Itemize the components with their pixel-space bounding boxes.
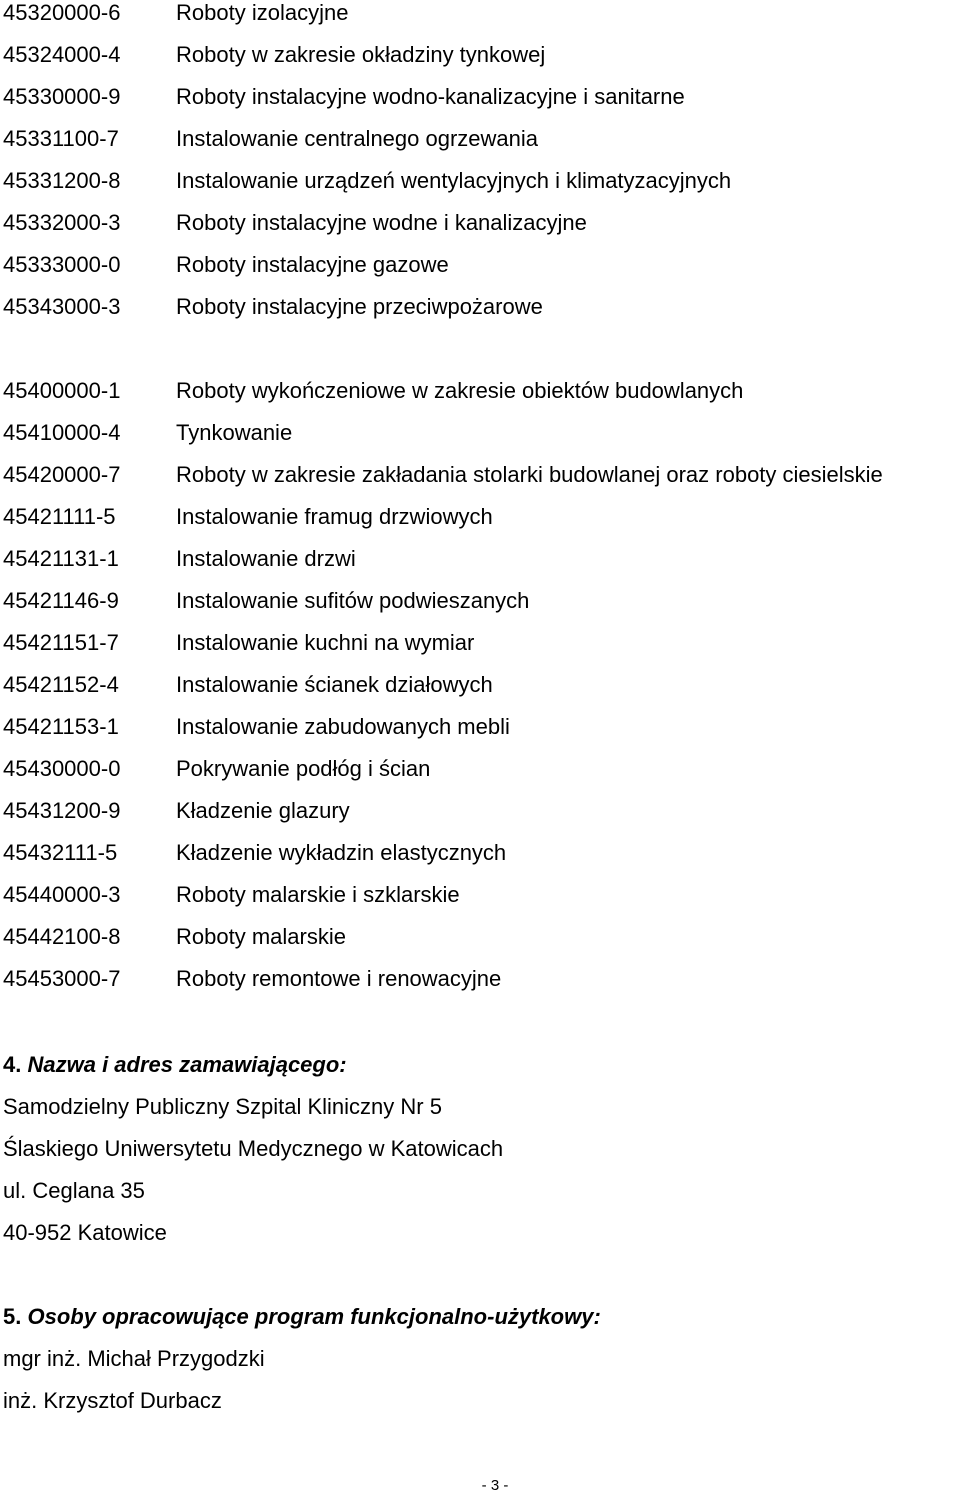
cpv-description: Instalowanie zabudowanych mebli — [176, 714, 510, 739]
cpv-row — [3, 840, 958, 882]
cpv-code: 45410000-4 — [3, 420, 121, 445]
cpv-code: 45421153-1 — [3, 714, 119, 739]
cpv-description: Instalowanie kuchni na wymiar — [176, 630, 475, 655]
cpv-row — [3, 672, 958, 714]
cpv-code: 45432111-5 — [3, 840, 118, 865]
cpv-row — [3, 798, 958, 840]
section-contracting-authority — [3, 1052, 943, 1262]
address-line: ul. Ceglana 35 — [3, 1178, 145, 1203]
cpv-description: Roboty w zakresie okładziny tynkowej — [176, 42, 546, 67]
cpv-row — [3, 462, 958, 504]
cpv-row — [3, 882, 958, 924]
address-line: 40-952 Katowice — [3, 1220, 167, 1245]
cpv-code: 45400000-1 — [3, 378, 121, 403]
section-number: 5. — [3, 1304, 22, 1329]
cpv-code: 45421131-1 — [3, 546, 119, 571]
cpv-row — [3, 294, 958, 336]
cpv-description: Roboty instalacyjne gazowe — [176, 252, 449, 277]
cpv-row — [3, 924, 958, 966]
cpv-code: 45330000-9 — [3, 84, 121, 109]
cpv-code: 45442100-8 — [3, 924, 121, 949]
cpv-code: 45331200-8 — [3, 168, 121, 193]
cpv-description: Roboty w zakresie zakładania stolarki budowlanej oraz roboty ciesielskie — [176, 462, 883, 487]
section-title: Osoby opracowujące program funkcjonalno-użytkowy: — [27, 1304, 601, 1329]
cpv-code: 45440000-3 — [3, 882, 121, 907]
cpv-code: 45421152-4 — [3, 672, 119, 697]
cpv-code: 45333000-0 — [3, 252, 121, 277]
page-number: - 3 - — [481, 1477, 509, 1494]
cpv-description: Roboty wykończeniowe w zakresie obiektów budowlanych — [176, 378, 744, 403]
cpv-description: Roboty malarskie — [176, 924, 346, 949]
cpv-row — [3, 420, 958, 462]
cpv-row — [3, 378, 958, 420]
cpv-row — [3, 1008, 958, 1050]
cpv-description: Tynkowanie — [176, 420, 293, 445]
author-line: mgr inż. Michał Przygodzki — [3, 1346, 265, 1371]
cpv-row — [3, 0, 958, 42]
cpv-description: Instalowanie drzwi — [176, 546, 356, 571]
cpv-code: 45324000-4 — [3, 42, 121, 67]
cpv-description: Instalowanie centralnego ogrzewania — [176, 126, 539, 151]
cpv-row — [3, 42, 958, 84]
cpv-description: Pokrywanie podłóg i ścian — [176, 756, 431, 781]
section-number: 4. — [3, 1052, 22, 1077]
cpv-description: Roboty malarskie i szklarskie — [176, 882, 460, 907]
cpv-description: Roboty instalacyjne przeciwpożarowe — [176, 294, 543, 319]
cpv-description: Kładzenie wykładzin elastycznych — [176, 840, 507, 865]
cpv-row — [3, 966, 958, 1008]
cpv-row — [3, 84, 958, 126]
section-heading — [3, 1052, 943, 1094]
cpv-row — [3, 546, 958, 588]
cpv-description: Roboty izolacyjne — [176, 0, 349, 25]
cpv-description: Kładzenie glazury — [176, 798, 350, 823]
cpv-code-list-finishing — [3, 378, 958, 1050]
address-line: Samodzielny Publiczny Szpital Kliniczny Nr 5 — [3, 1094, 442, 1119]
cpv-row — [3, 714, 958, 756]
cpv-code: 45431200-9 — [3, 798, 121, 823]
cpv-description: Roboty instalacyjne wodne i kanalizacyjne — [176, 210, 587, 235]
cpv-description: Instalowanie framug drzwiowych — [176, 504, 493, 529]
cpv-code: 45421111-5 — [3, 504, 116, 529]
section-heading — [3, 1304, 943, 1346]
section-authors — [3, 1304, 943, 1430]
cpv-code: 45421151-7 — [3, 630, 119, 655]
cpv-code: 45420000-7 — [3, 462, 121, 487]
cpv-code: 45331100-7 — [3, 126, 119, 151]
cpv-description: Roboty remontowe i renowacyjne — [176, 966, 502, 991]
cpv-row — [3, 630, 958, 672]
cpv-row — [3, 210, 958, 252]
address-line: Ślaskiego Uniwersytetu Medycznego w Katowicach — [3, 1136, 504, 1161]
cpv-row — [3, 168, 958, 210]
cpv-code: 45421146-9 — [3, 588, 119, 613]
cpv-description: Instalowanie urządzeń wentylacyjnych i klimatyzacyjnych — [176, 168, 732, 193]
cpv-code: 45343000-3 — [3, 294, 121, 319]
cpv-row — [3, 504, 958, 546]
cpv-code: 45332000-3 — [3, 210, 121, 235]
cpv-description: Instalowanie ścianek działowych — [176, 672, 493, 697]
cpv-code: 45430000-0 — [3, 756, 121, 781]
cpv-code-list-installations — [3, 0, 958, 336]
cpv-code: 45453000-7 — [3, 966, 121, 991]
cpv-row — [3, 252, 958, 294]
cpv-code: 45320000-6 — [3, 0, 121, 25]
section-title: Nazwa i adres zamawiającego: — [27, 1052, 347, 1077]
cpv-row — [3, 588, 958, 630]
cpv-description: Instalowanie sufitów podwieszanych — [176, 588, 530, 613]
cpv-description: Roboty instalacyjne wodno-kanalizacyjne i sanitarne — [176, 84, 685, 109]
cpv-row — [3, 756, 958, 798]
author-line: inż. Krzysztof Durbacz — [3, 1388, 222, 1413]
cpv-row — [3, 126, 958, 168]
